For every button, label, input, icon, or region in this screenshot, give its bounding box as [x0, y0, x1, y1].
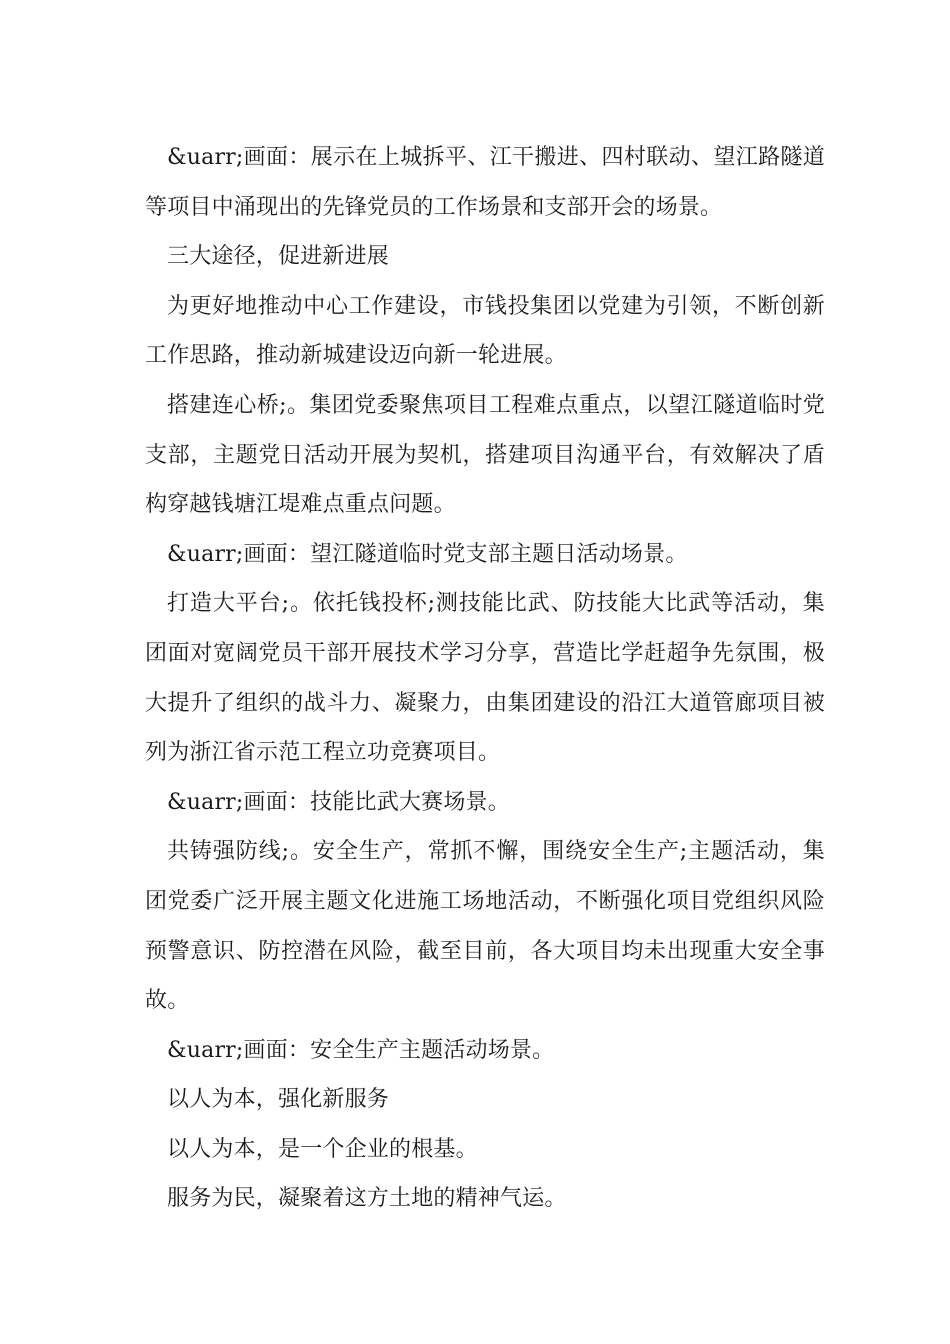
paragraph-bridge-building: 搭建连心桥;。集团党委聚焦项目工程难点重点，以望江隧道临时党支部，主题党日活动开展为契机，搭建项目沟通平台，有效解决了盾构穿越钱塘江堤难点重点问题。	[145, 392, 825, 518]
heading-three-approaches: 三大途径，促进新进展	[167, 244, 390, 270]
paragraph-scene-skills-contest: &uarr;画面：技能比武大赛场景。	[167, 789, 510, 815]
paragraph-scene-tunnel-branch: &uarr;画面：望江隧道临时党支部主题日活动场景。	[167, 541, 688, 567]
paragraph-foundation: 以人为本，是一个企业的根基。	[167, 1136, 478, 1162]
paragraph-scene-pioneer-members: &uarr;画面：展示在上城拆平、江干搬进、四村联动、望江路隧道等项目中涌现出的先锋党员的工作场景和支部开会的场景。	[145, 145, 825, 220]
paragraph-party-building-lead: 为更好地推动中心工作建设，市钱投集团以党建为引领，不断创新工作思路，推动新城建设迈向新一轮进展。	[145, 293, 825, 369]
paragraph-scene-safety-activity: &uarr;画面：安全生产主题活动场景。	[167, 1037, 555, 1063]
paragraph-safety-defense: 共铸强防线;。安全生产，常抓不懈，围绕安全生产;主题活动，集团党委广泛开展主题文化进施工场地活动，不断强化项目党组织风险预警意识、防控潜在风险，截至目前，各大项目均未出现重大安全事故。	[145, 839, 825, 1014]
document-body	[145, 133, 825, 1224]
paragraph-serve-people: 服务为民，凝聚着这方土地的精神气运。	[167, 1186, 567, 1212]
heading-people-oriented: 以人为本，强化新服务	[167, 1087, 390, 1113]
paragraph-big-platform: 打造大平台;。依托钱投杯;测技能比武、防技能大比武等活动，集团面对宽阔党员干部开展技术学习分享，营造比学赶超争先氛围，极大提升了组织的战斗力、凝聚力，由集团建设的沿江大道管廊项目被列为浙江省示范工程立功竞赛项目。	[145, 591, 825, 766]
